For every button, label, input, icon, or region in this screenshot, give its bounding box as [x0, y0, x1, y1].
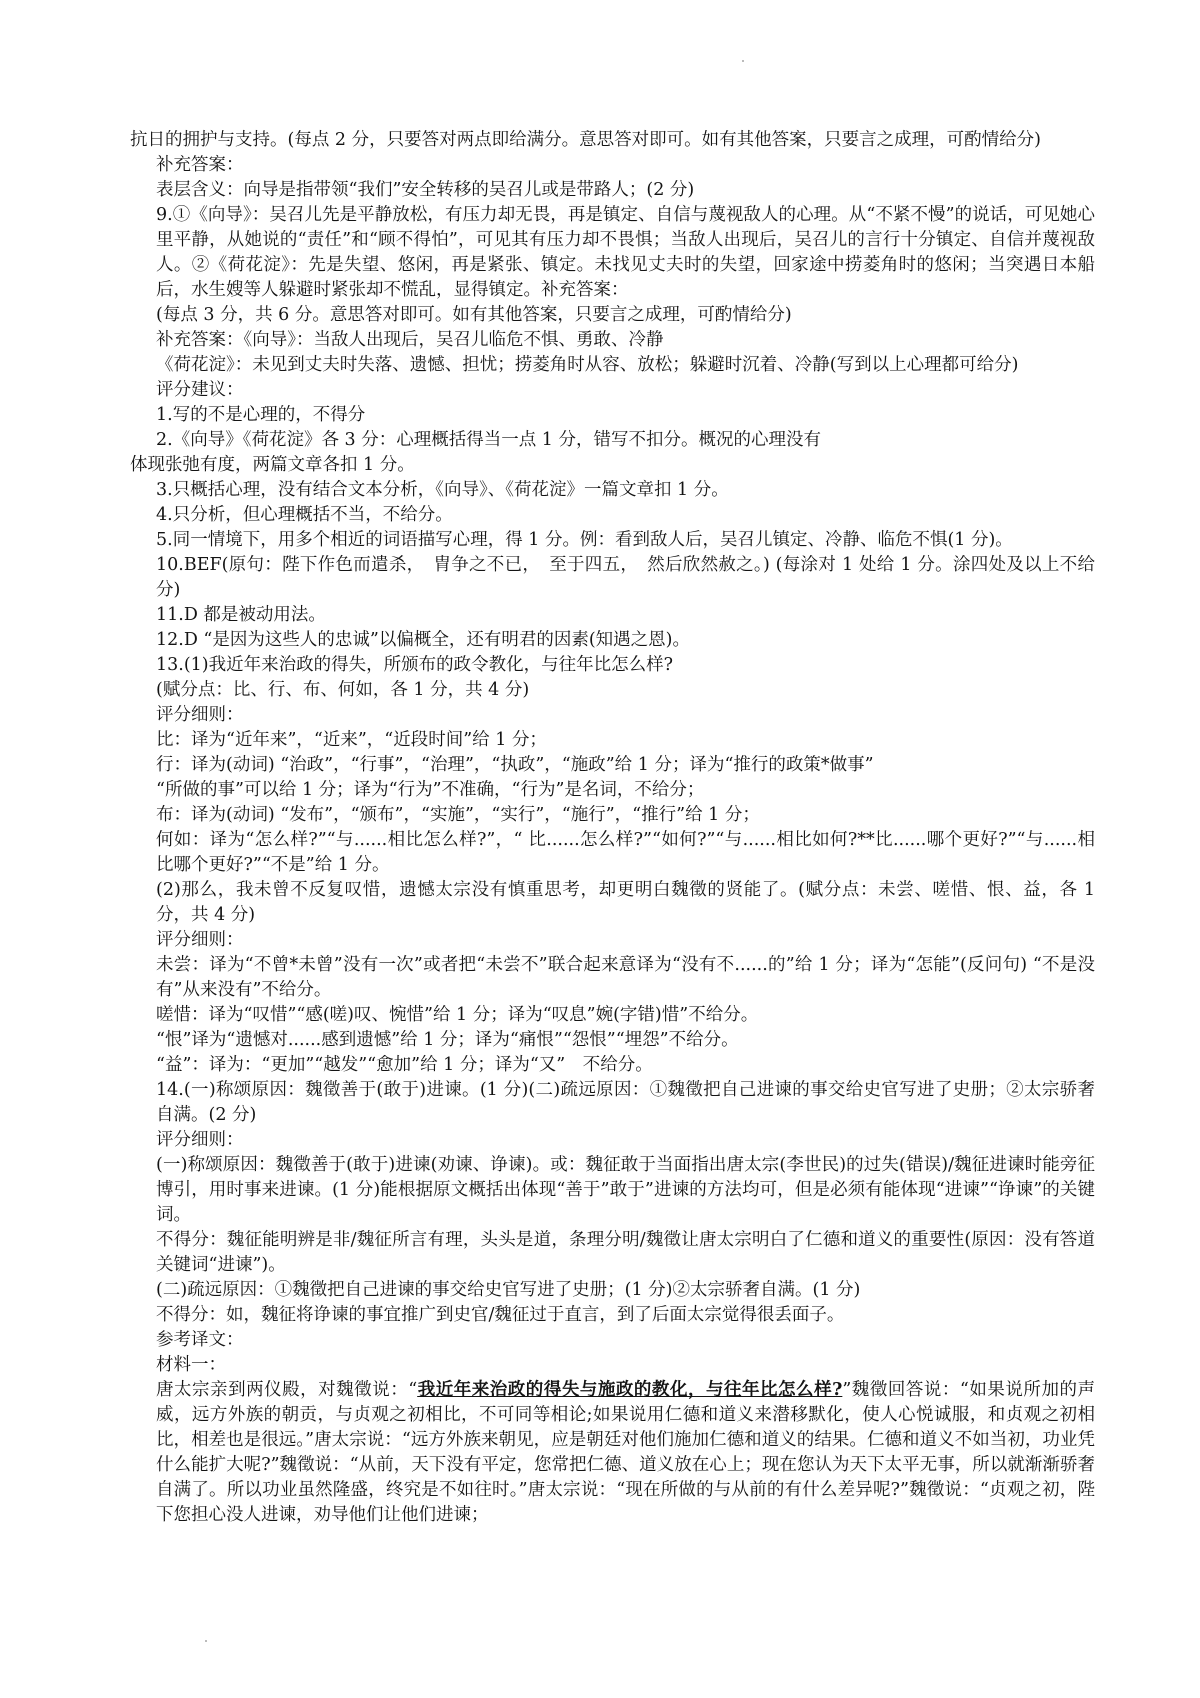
scoring-detail-heading-2: 评分细则：	[156, 930, 244, 950]
answer-14-praise-reason: (一)称颂原因：魏徵善于(敢于)进谏(劝谏、诤谏)。或：魏征敢于当面指出唐太宗(李世民)的过失(错误)/魏征进谏时能旁征博引，用时事来进谏。(1 分)能根据原文概括出体现“善于”敢于”进谏的方法均可，但是必须有能体现“进谏”“诤谏”的关键词。	[156, 1155, 1095, 1225]
scoring-advice-4: 4.只分析，但心理概括不当，不给分。	[156, 505, 453, 525]
material-one-heading: 材料一：	[156, 1355, 226, 1375]
scoring-heru: 何如：译为“怎么样?”“与......相比怎么样?”，“ 比......怎么样?”“如何?”“与......相比如何?**比......哪个更好?”“与......相比哪个更好?”“不是”给 1 分。	[156, 830, 1095, 875]
surface-meaning: 表层含义：向导是指带领“我们”安全转移的吴召儿或是带路人；(2 分)	[156, 180, 695, 200]
scoring-bu: 布：译为(动词) “发布”，“颁布”，“实施”，“实行”，“施行”，“推行”给 1 分；	[156, 805, 760, 825]
answer-13-2: (2)那么，我未曾不反复叹惜，遗憾太宗没有慎重思考，却更明白魏徵的贤能了。(赋分点：未尝、嗟惜、恨、益，各 1 分，共 4 分)	[156, 880, 1095, 925]
answer-9-supplement-guide: 补充答案：《向导》：当敌人出现后，吴召儿临危不惧、勇敢、冷静	[156, 330, 664, 350]
scoring-advice-1: 1.写的不是心理的，不得分	[156, 405, 366, 425]
scoring-xing: 行：译为(动词) “治政”，“行事”，“治理”，“执政”，“施政”给 1 分；译为“推行的政策*做事”	[156, 755, 874, 775]
scoring-yi: “益”：译为：“更加”“越发”“愈加”给 1 分；译为“又” 不给分。	[156, 1055, 653, 1075]
answer-14: 14.(一)称颂原因：魏徵善于(敢于)进谏。(1 分)(二)疏远原因：①魏徵把自己进谏的事交给史官写进了史册；②太宗骄奢自满。(2 分)	[156, 1080, 1095, 1125]
translation-highlight: 我近年来治政的得失与施政的教化，与往年比怎么样?	[417, 1380, 843, 1400]
translation-paragraph	[130, 1378, 1095, 1528]
scoring-weichang: 未尝：译为“不曾*未曾”没有一次”或者把“未尝不”联合起来意译为“没有不......的”给 1 分；译为“怎能”(反问句) “不是没有”从来没有”不给分。	[156, 955, 1095, 1000]
answer-14-estrange-reason: (二)疏远原因：①魏徵把自己进谏的事交给史官写进了史册；(1 分)②太宗骄奢自满。(1 分)	[156, 1280, 861, 1300]
scoring-jiexi: 嗟惜：译为“叹惜”“感(嗟)叹、惋惜”给 1 分；译为“叹息”婉(字错)惜”不给分。	[156, 1005, 759, 1025]
scoring-advice-heading: 评分建议：	[156, 380, 244, 400]
translation-rest: ”魏徵回答说：“如果说所加的声威，远方外族的朝贡，与贞观之初相比，不可同等相论;如果说用仁德和道义来潜移默化，使人心悦诚服，和贞观之初相比，相差也是很远。”唐太宗说：“远方外族来朝见，应是朝廷对他们施加仁德和道义的结果。仁德和道义不如当初，功业凭什么能扩大呢?”魏徵说：“从前，天下没有平定，您常把仁德、道义放在心上；现在您认为天下太平无事，所以就渐渐骄奢自满了。所以功业虽然隆盛，终究是不如往时。”唐太宗说：“现在所做的与从前的有什么差异呢?”魏徵说：“贞观之初，陛下您担心没人进谏，劝导他们让他们进谏；	[156, 1380, 1095, 1525]
scoring-xing-cont: “所做的事”可以给 1 分；译为“行为”不准确，“行为”是名词，不给分；	[156, 780, 705, 800]
answer-8-ending: 抗日的拥护与支持。(每点 2 分，只要答对两点即给满分。意思答对即可。如有其他答案，只要言之成理，可酌情给分)	[130, 130, 1041, 150]
scoring-bi: 比：译为“近年来”，“近来”，“近段时间”给 1 分；	[156, 730, 547, 750]
answer-9-scoring: (每点 3 分，共 6 分。意思答对即可。如有其他答案，只要言之成理，可酌情给分)	[156, 305, 792, 325]
answer-10: 10.BEF(原句：陛下作色而遣杀， 胄争之不已， 至于四五， 然后欣然赦之。) (每涂对 1 处给 1 分。涂四处及以上不给分)	[156, 555, 1095, 600]
scoring-advice-3: 3.只概括心理，没有结合文本分析，《向导》、《荷花淀》一篇文章扣 1 分。	[156, 480, 729, 500]
scoring-advice-2: 2.《向导》《荷花淀》各 3 分：心理概括得当一点 1 分，错写不扣分。概况的心理没有	[156, 430, 821, 450]
answer-11: 11.D 都是被动用法。	[156, 605, 326, 625]
answer-9: 9.①《向导》：吴召儿先是平静放松，有压力却无畏，再是镇定、自信与蔑视敌人的心理。从“不紧不慢”的说话，可见她心里平静，从她说的“责任”和“顾不得怕”，可见其有压力却不畏惧；当敌人出现后，吴召儿的言行十分镇定、自信并蔑视敌人。②《荷花淀》：先是失望、悠闲，再是紧张、镇定。未找见丈夫时的失望，回家途中捞菱角时的悠闲；当突遇日本船后，水生嫂等人躲避时紧张却不慌乱，显得镇定。补充答案：	[156, 205, 1095, 300]
answer-12: 12.D “是因为这些人的忠诚”以偏概全，还有明君的因素(知遇之恩)。	[156, 630, 690, 650]
answer-14-no-score-2: 不得分：如，魏征将诤谏的事宜推广到史官/魏征过于直言，到了后面太宗觉得很丢面子。	[156, 1305, 845, 1325]
answer-9-supplement-hehuadian: 《荷花淀》：未见到丈夫时失落、遗憾、担忧；捞菱角时从容、放松；躲避时沉着、冷静(写到以上心理都可给分)	[156, 355, 1019, 375]
scoring-detail-heading: 评分细则：	[156, 705, 244, 725]
scan-speck	[205, 1640, 207, 1642]
supplement-heading: 补充答案：	[156, 155, 244, 175]
scan-speck	[742, 60, 744, 62]
scoring-detail-heading-3: 评分细则：	[156, 1130, 244, 1150]
scoring-hen: “恨”译为“遗憾对......感到遗憾”给 1 分；译为“痛恨”“怨恨”“埋怨”不给分。	[156, 1030, 739, 1050]
reference-translation-heading: 参考译文：	[156, 1330, 244, 1350]
answer-13-1: 13.(1)我近年来治政的得失，所颁布的政令教化，与往年比怎么样?	[156, 655, 673, 675]
answer-13-1-points: (赋分点：比、行、布、何如，各 1 分，共 4 分)	[156, 680, 530, 700]
answer-key-text	[130, 128, 1095, 1528]
scoring-advice-2-cont: 体现张弛有度，两篇文章各扣 1 分。	[130, 455, 415, 475]
translation-start: 唐太宗亲到两仪殿，对魏徵说：“	[156, 1380, 418, 1400]
scoring-advice-5: 5.同一情境下，用多个相近的词语描写心理，得 1 分。例：看到敌人后，吴召儿镇定、冷静、临危不惧(1 分)。	[156, 530, 1013, 550]
answer-14-no-score: 不得分：魏征能明辨是非/魏征所言有理，头头是道，条理分明/魏徵让唐太宗明白了仁德和道义的重要性(原因：没有答道关键词“进谏”)。	[156, 1230, 1095, 1275]
